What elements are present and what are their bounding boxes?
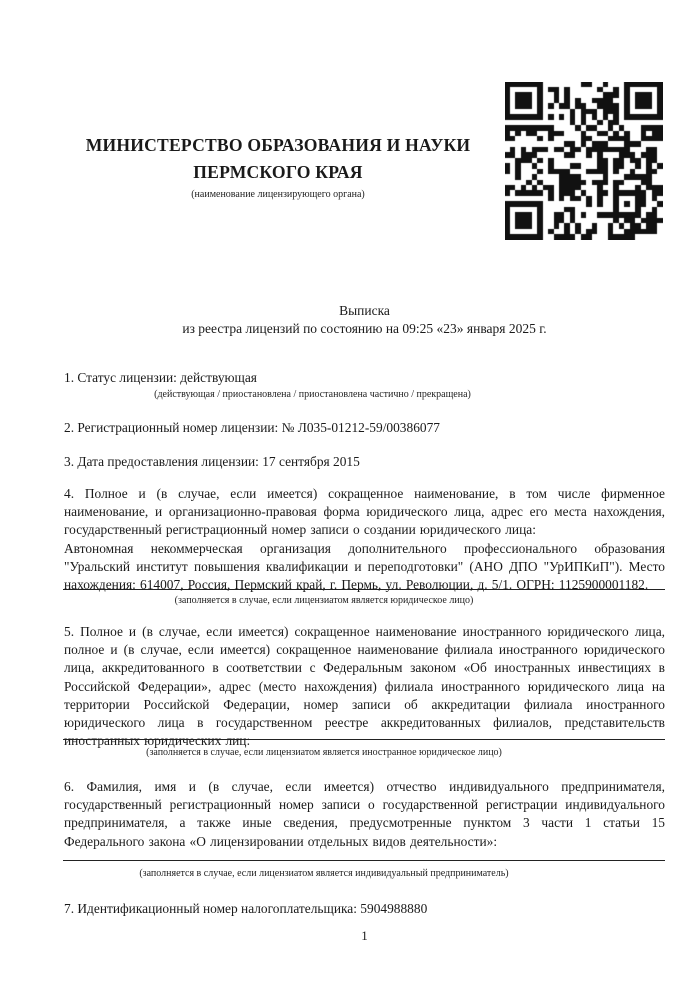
field-grant-date: 3. Дата предоставления лицензии: 17 сентября 2015: [64, 454, 360, 469]
blank-line-rule-legal-entity: [63, 589, 665, 590]
document-title: [64, 302, 665, 337]
issuer-header: [64, 132, 492, 201]
page-number: 1: [361, 928, 368, 943]
document-title-line1: Выписка: [339, 303, 390, 318]
field-legal-entity-value: Автономная некоммерческая организация дополнительного профессионального образования "Уральский институт повышения квалификации и переподготовки" (АНО ДПО "УрИПКиП"). Место нахождения: 614007, Россия, Пермский край, г. Пермь, ул. Революции, д. 5/1. ОГРН: 1125900001182.: [64, 540, 665, 593]
field-license-status: 1. Статус лицензии: действующая: [64, 370, 257, 385]
field-individual-entrepreneur-info: 6. Фамилия, имя и (в случае, если имеется) отчество индивидуального предпринимателя, государственный регистрационный номер записи о государственной регистрации индивидуального предпринимателя, а также иные сведения, предусмотренные пунктом 3 части 1 статьи 15 Федерального закона «О лицензировании отдельных видов деятельности»:: [64, 779, 665, 849]
field-foreign-entity-caption: (заполняется в случае, если лицензиатом является иностранное юридическое лицо): [146, 747, 502, 758]
field-registration-number: 2. Регистрационный номер лицензии: № Л035-01212-59/00386077: [64, 420, 440, 435]
document-title-line2: из реестра лицензий по состоянию на 09:25 «23» января 2025 г.: [182, 320, 547, 336]
field-legal-entity-caption: (заполняется в случае, если лицензиатом является юридическое лицо): [174, 595, 474, 606]
field-license-status-caption: (действующая / приостановлена / приостановлена частично / прекращена): [154, 389, 471, 400]
field-legal-entity-label: 4. Полное и (в случае, если имеется) сокращенное наименование, в том числе фирменное наименование, и организационно-правовая форма юридического лица, адрес его места нахождения, государственный регистрационный номер записи о создании юридического лица:: [64, 486, 665, 538]
field-individual-entrepreneur-caption: (заполняется в случае, если лицензиатом является индивидуальный предприниматель): [139, 868, 509, 879]
issuer-name-line2: ПЕРМСКОГО КРАЯ: [193, 162, 363, 182]
blank-line-rule-individual-entrepreneur: [63, 860, 665, 861]
field-foreign-entity-info: 5. Полное и (в случае, если имеется) сокращенное наименование иностранного юридического лица, полное и (в случае, если имеется) сокращенное наименование филиала иностранного юридического лица, аккредитованного в соответствии с Федеральным законом «Об иностранных инвестициях в Российской Федерации», адрес (место нахождения) филиала иностранного юридического лица на территории Российской Федерации, номер записи об аккредитации филиала иностранного юридического лица в государственном реестре аккредитованных филиалов, представительств иностранных юридических лиц:: [64, 624, 665, 749]
field-legal-entity-info: [64, 485, 665, 594]
field-taxpayer-id: 7. Идентификационный номер налогоплательщика: 5904988880: [64, 901, 428, 916]
issuer-caption: (наименование лицензирующего органа): [191, 189, 365, 200]
issuer-name-line1: МИНИСТЕРСТВО ОБРАЗОВАНИЯ И НАУКИ: [85, 135, 471, 155]
qr-code-icon: [505, 82, 663, 240]
blank-line-rule-foreign-entity: [63, 739, 665, 740]
